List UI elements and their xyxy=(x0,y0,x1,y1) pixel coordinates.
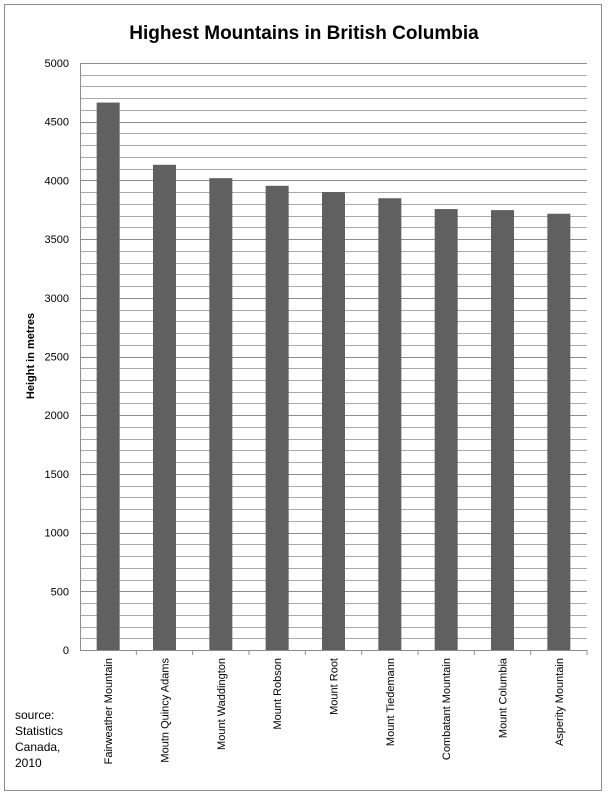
y-tick-label: 3000 xyxy=(44,292,69,305)
x-tick-label: Mount Columbia xyxy=(497,658,510,739)
y-tick-label: 1000 xyxy=(44,527,69,540)
bar xyxy=(153,165,176,650)
x-tick-label: Mount Tiedemann xyxy=(384,658,397,747)
y-axis-label: Height in metres xyxy=(25,312,37,400)
source-note: source: Statistics Canada, 2010 xyxy=(15,708,64,770)
bar xyxy=(491,210,514,650)
bar xyxy=(97,103,120,650)
bar xyxy=(547,214,570,650)
y-tick-label: 4500 xyxy=(44,116,69,129)
chart-title: Highest Mountains in British Columbia xyxy=(129,23,479,44)
x-tick-label: Mount Waddington xyxy=(215,658,228,750)
y-tick-label: 3500 xyxy=(44,234,69,247)
bar xyxy=(266,186,289,650)
y-tick-label: 500 xyxy=(50,586,69,599)
x-tick-label: Fairweather Mountain xyxy=(103,658,116,765)
y-tick-label: 5000 xyxy=(44,58,69,70)
y-tick-label: 4000 xyxy=(44,175,69,188)
x-tick-label: Asperity Mountain xyxy=(553,658,566,747)
bar xyxy=(322,192,345,650)
bar xyxy=(378,198,401,650)
bar xyxy=(209,178,232,650)
y-tick-label: 2500 xyxy=(44,351,69,364)
x-tick-label: Moutn Quincy Adams xyxy=(159,658,172,763)
x-tick-label: Combatant Mountain xyxy=(441,658,454,761)
x-tick-label: Mount Robson xyxy=(272,658,285,730)
y-tick-label: 2000 xyxy=(44,410,69,423)
y-tick-label: 0 xyxy=(62,645,69,657)
x-tick-label: Mount Root xyxy=(328,658,341,715)
bars xyxy=(97,103,571,650)
y-tick-label: 1500 xyxy=(44,468,69,481)
bar xyxy=(435,209,458,650)
